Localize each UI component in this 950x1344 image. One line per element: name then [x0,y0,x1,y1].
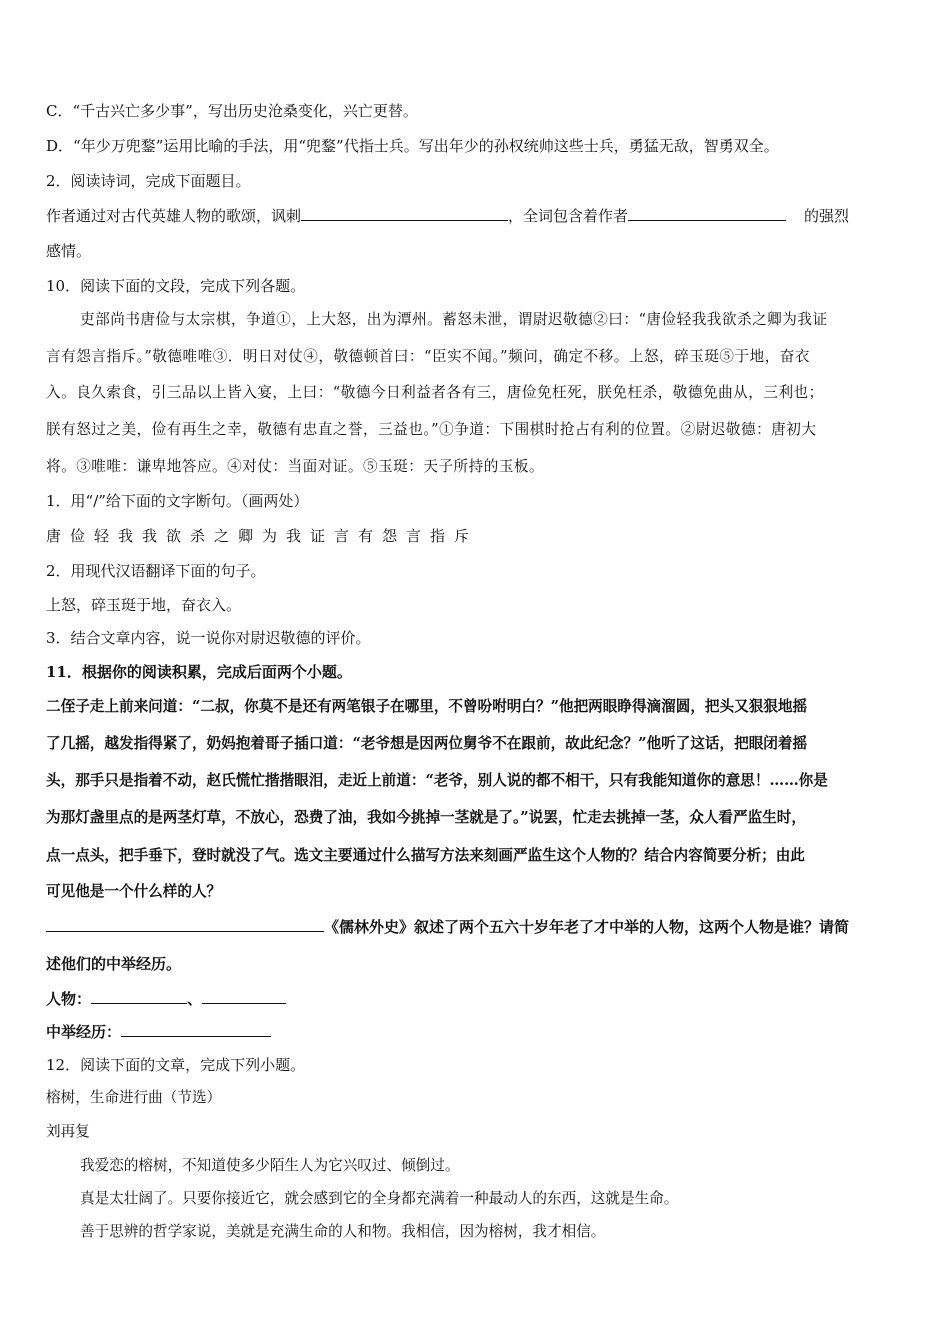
article-paragraph: 我爱恋的榕树，不知道使多少陌生人为它兴叹过、倾倒过。 [80,1157,460,1174]
novel-passage-line: 点一点头，把手垂下，登时就没了气。选文主要通过什么描写方法来刻画严监生这个人物的？结合内容简要分析；由此 [46,847,805,864]
passage-line: 吏部尚书唐俭与太宗棋，争道①，上大怒，出为潭州。蓄怒未泄，谓尉迟敬德②曰：“唐俭轻我我欲杀之卿为我证 [80,311,828,328]
question-9-2-fill-end: 感情。 [46,242,92,260]
answer-blank-2[interactable] [628,205,786,221]
question-9-2-fill [46,205,906,226]
question-11: 11．根据你的阅读积累，完成后面两个小题。 [46,663,352,681]
novel-passage-line: 可见他是一个什么样的人？ [46,883,222,900]
experience-label: 中举经历： [46,1023,122,1041]
option-c: C．“千古兴亡多少事”，写出历史沧桑变化，兴亡更替。 [46,102,418,120]
question-11-b [46,916,906,937]
novel-passage-line: 二侄子走上前来问道：“二叔，你莫不是还有两笔银子在哪里，不曾吩咐明白？”他把两眼睁得滴溜圆，把头又狠狠地摇 [46,698,808,715]
passage-line: 入。良久索食，引三品以上皆入宴，上曰：“敬德今日利益者各有三，唐俭免枉死，朕免枉杀，敬德免曲从，三利也； [46,384,824,401]
punctuation-text: 唐俭轻我我欲杀之卿为我证言有怨言指斥 [46,527,479,545]
person-line [46,988,906,1009]
fill-text-c: 的强烈 [804,207,850,225]
person-blank-1[interactable] [91,988,187,1004]
question-10-2: 2．用现代汉语翻译下面的句子。 [46,562,266,580]
question-10-3: 3．结合文章内容，说一说你对尉迟敬德的评价。 [46,629,371,647]
question-10: 10．阅读下面的文段，完成下列各题。 [46,277,306,295]
person-separator: 、 [187,990,203,1008]
question-11-b-text: 《儒林外史》叙述了两个五六十岁年老了才中举的人物，这两个人物是谁？请简 [324,918,850,936]
passage-line: 言有怨言指斥。”敬德唯唯③．明日对仗④，敬德顿首曰：“臣实不闻。”频问，确定不移。上怒，碎玉珽⑤于地，奋衣 [46,348,810,365]
novel-passage-line: 为那灯盏里点的是两茎灯草，不放心，恐费了油，我如今挑掉一茎就是了。”说罢，忙走去挑掉一茎，众人看严监生时， [46,809,806,826]
question-12: 12．阅读下面的文章，完成下列小题。 [46,1056,306,1074]
option-d: D．“年少万兜鍪”运用比喻的手法，用“兜鍪”代指士兵。写出年少的孙权统帅这些士兵，勇猛无敌，智勇双全。 [46,137,779,155]
article-paragraph: 真是太壮阔了。只要你接近它，就会感到它的全身都充满着一种最动人的东西，这就是生命。 [80,1190,679,1207]
article-author: 刘再复 [46,1123,90,1140]
fill-text-a: 作者通过对古代英雄人物的歌颂，讽刺 [46,207,302,225]
translate-sentence: 上怒，碎玉珽于地，奋衣入。 [46,596,242,614]
novel-passage-line: 头，那手只是指着不动，赵氏慌忙揩揩眼泪，走近上前道：“老爷，别人说的都不相干，只有我能知道你的意思！……你是 [46,772,828,789]
novel-passage-line: 了几摇，越发指得紧了，奶妈抱着哥子插口道：“老爷想是因两位舅爷不在跟前，故此纪念？”他听了这话，把眼闭着摇 [46,735,808,752]
answer-blank-3[interactable] [46,916,324,932]
question-11-b-end: 述他们的中举经历。 [46,955,182,973]
passage-line: 朕有怒过之美，俭有再生之幸，敬德有忠直之誉，三益也。”①争道：下围棋时抢占有利的位置。②尉迟敬德：唐初大 [46,421,817,438]
question-10-1: 1．用“/”给下面的文字断句。（画两处） [46,492,309,510]
experience-blank[interactable] [121,1021,271,1037]
person-blank-2[interactable] [202,988,286,1004]
article-title: 榕树，生命进行曲（节选） [46,1089,222,1106]
article-paragraph: 善于思辨的哲学家说，美就是充满生命的人和物。我相信，因为榕树，我才相信。 [80,1223,606,1240]
question-9-2: 2．阅读诗词，完成下面题目。 [46,172,251,190]
answer-blank-1[interactable] [301,205,508,221]
fill-text-b: ，全词包含着作者 [508,207,629,225]
passage-line: 将。③唯唯：谦卑地答应。④对仗：当面对证。⑤玉珽：天子所持的玉板。 [46,458,545,475]
person-label: 人物： [46,990,92,1008]
experience-line [46,1021,906,1042]
